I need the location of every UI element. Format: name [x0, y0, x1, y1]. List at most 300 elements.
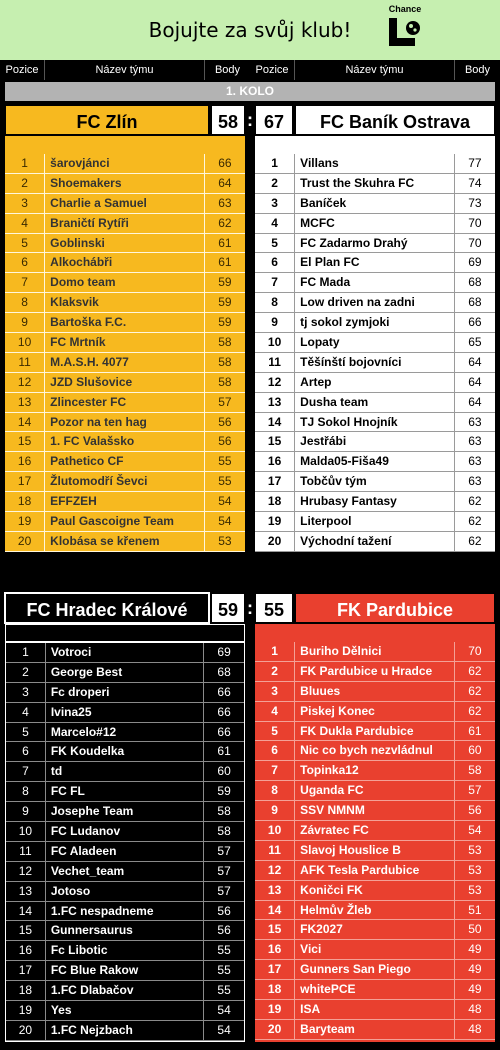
team-position: 8 — [271, 295, 278, 310]
table-row — [6, 941, 244, 961]
team-name: Pozor na ten hag — [44, 413, 205, 432]
header-name: Název týmu — [295, 60, 455, 80]
table-row — [255, 333, 495, 353]
team-position: 2 — [271, 175, 278, 190]
table-row — [255, 393, 495, 413]
team-position: 16 — [17, 454, 32, 469]
team-name: FC Zadarmo Drahý — [294, 234, 455, 253]
chance-logo-icon — [381, 4, 429, 56]
team-name: Topinka12 — [294, 761, 455, 780]
table-row — [255, 761, 495, 781]
table-row — [5, 393, 245, 413]
table-row — [6, 961, 244, 981]
team-position: 6 — [271, 255, 278, 270]
team-points: 58 — [217, 804, 231, 819]
table-row — [255, 940, 495, 960]
team-position: 11 — [18, 354, 31, 369]
team-points: 58 — [468, 763, 482, 778]
team-points: 55 — [217, 943, 231, 958]
team-position: 13 — [17, 394, 32, 409]
team-position: 1 — [21, 156, 28, 170]
team-points: 58 — [218, 354, 232, 369]
score-separator: : — [247, 110, 253, 130]
team-points: 56 — [217, 923, 231, 938]
team-name: Lopaty — [294, 333, 455, 352]
team-name: Uganda FC — [294, 781, 455, 800]
team-position: 8 — [21, 295, 28, 310]
table-row — [255, 373, 495, 393]
table-row — [255, 821, 495, 841]
team-name: FK Dukla Pardubice — [294, 722, 455, 741]
home-standings-table — [5, 642, 245, 1042]
team-position: 3 — [271, 683, 278, 698]
team-position: 15 — [267, 434, 282, 449]
team-points: 73 — [468, 195, 482, 210]
team-points: 61 — [217, 744, 231, 759]
team-position: 11 — [268, 354, 281, 369]
team-points: 70 — [468, 215, 482, 230]
team-position: 11 — [268, 842, 281, 857]
team-position: 12 — [267, 374, 282, 389]
round-label: 1. KOLO — [5, 82, 495, 101]
table-row — [6, 802, 244, 822]
table-row — [255, 253, 495, 273]
team-position: 16 — [267, 942, 282, 957]
team-position: 13 — [267, 394, 282, 409]
header-pos: Pozice — [250, 60, 295, 80]
team-points: 68 — [468, 275, 482, 290]
team-position: 18 — [18, 983, 33, 998]
team-points: 68 — [217, 664, 231, 679]
team-name: td — [45, 762, 204, 781]
away-standings-table — [255, 642, 495, 1042]
team-name: 1. FC Valašsko — [44, 432, 205, 451]
score-separator: : — [247, 598, 253, 618]
team-name: Marcelo#12 — [45, 723, 204, 742]
team-points: 62 — [218, 215, 232, 230]
table-row — [5, 532, 245, 552]
table-row — [255, 781, 495, 801]
team-points: 59 — [218, 275, 232, 290]
team-name: Bartoška F.C. — [44, 313, 205, 332]
table-row — [255, 841, 495, 861]
team-position: 6 — [22, 744, 29, 759]
team-position: 5 — [21, 235, 28, 250]
table-row — [6, 683, 244, 703]
team-name: Low driven na zadni — [294, 293, 455, 312]
team-points: 61 — [468, 723, 482, 738]
team-position: 3 — [22, 684, 29, 699]
team-name: 1.FC Nejzbach — [45, 1021, 204, 1040]
team-position: 17 — [18, 963, 33, 978]
logo-wordmark: Chance — [388, 4, 422, 14]
team-points: 48 — [468, 1002, 482, 1017]
team-points: 56 — [218, 414, 232, 429]
table-row — [6, 1001, 244, 1021]
table-row — [255, 722, 495, 742]
team-name: Malda05-Fiša49 — [294, 452, 455, 471]
team-name: 1.FC Dlabačov — [45, 981, 204, 1000]
team-points: 70 — [468, 235, 482, 250]
table-row — [255, 682, 495, 702]
table-row — [255, 901, 495, 921]
home-standings-table — [5, 154, 245, 552]
team-name: Zlincester FC — [44, 393, 205, 412]
table-row — [5, 273, 245, 293]
team-name: Slavoj Houslice B — [294, 841, 455, 860]
team-name: Piskej Konec — [294, 702, 455, 721]
team-points: 57 — [217, 863, 231, 878]
team-points: 57 — [217, 843, 231, 858]
team-points: 49 — [468, 982, 482, 997]
table-row — [6, 1021, 244, 1041]
team-points: 55 — [217, 983, 231, 998]
team-position: 20 — [18, 1022, 33, 1037]
team-name: Těšínští bojovníci — [294, 353, 455, 372]
table-row — [255, 642, 495, 662]
team-name: FK Pardubice u Hradce — [294, 662, 455, 681]
table-row — [255, 234, 495, 254]
team-points: 63 — [468, 434, 482, 449]
table-row — [5, 234, 245, 254]
table-row — [5, 214, 245, 234]
team-name: Východní tažení — [294, 532, 455, 551]
team-name: Helmův Žleb — [294, 901, 455, 920]
team-position: 18 — [267, 494, 282, 509]
table-row — [255, 154, 495, 174]
team-position: 20 — [267, 533, 282, 548]
team-position: 14 — [267, 902, 282, 917]
team-position: 7 — [21, 275, 28, 290]
team-points: 54 — [218, 514, 232, 529]
team-position: 4 — [271, 703, 278, 718]
team-position: 8 — [271, 783, 278, 798]
team-points: 74 — [468, 175, 482, 190]
team-position: 1 — [271, 156, 278, 170]
team-points: 63 — [218, 195, 232, 210]
team-name: Charlie a Samuel — [44, 194, 205, 213]
team-position: 18 — [17, 494, 32, 509]
team-points: 63 — [468, 474, 482, 489]
team-position: 2 — [22, 664, 29, 679]
team-position: 14 — [17, 414, 32, 429]
team-points: 55 — [217, 963, 231, 978]
away-standings-table — [255, 154, 495, 552]
team-position: 7 — [22, 764, 29, 779]
table-row — [255, 662, 495, 682]
header-pts: Body — [464, 64, 491, 76]
team-position: 2 — [21, 175, 28, 190]
team-position: 9 — [271, 315, 278, 330]
table-row — [255, 492, 495, 512]
team-position: 6 — [271, 743, 278, 758]
home-team-name: FC Hradec Králové — [4, 592, 210, 624]
team-points: 77 — [468, 156, 482, 170]
team-points: 55 — [218, 454, 232, 469]
team-name: Žlutomodří Ševci — [44, 472, 205, 491]
header-name: Název týmu — [45, 60, 205, 80]
team-position: 14 — [18, 903, 33, 918]
team-points: 57 — [217, 883, 231, 898]
team-name: Tobčův tým — [294, 472, 455, 491]
team-position: 15 — [18, 923, 33, 938]
team-points: 62 — [468, 533, 482, 548]
team-name: Jotoso — [45, 882, 204, 901]
team-points: 53 — [468, 882, 482, 897]
team-points: 54 — [218, 494, 232, 509]
team-points: 56 — [218, 434, 232, 449]
table-row — [255, 741, 495, 761]
team-name: Jestřábi — [294, 432, 455, 451]
table-row — [5, 353, 245, 373]
team-position: 13 — [267, 882, 282, 897]
table-row — [255, 512, 495, 532]
team-name: EFFZEH — [44, 492, 205, 511]
table-row — [5, 472, 245, 492]
team-name: M.A.S.H. 4077 — [44, 353, 205, 372]
table-row — [6, 643, 244, 663]
team-position: 16 — [267, 454, 282, 469]
team-points: 48 — [468, 1021, 482, 1036]
team-position: 17 — [267, 962, 282, 977]
team-points: 54 — [468, 823, 482, 838]
team-name: MCFC — [294, 214, 455, 233]
team-name: Baryteam — [294, 1020, 455, 1039]
team-points: 66 — [468, 315, 482, 330]
table-row — [6, 862, 244, 882]
column-header-left — [0, 60, 250, 80]
table-row — [5, 253, 245, 273]
table-row — [255, 702, 495, 722]
team-points: 50 — [468, 922, 482, 937]
team-points: 53 — [468, 842, 482, 857]
team-name: Vechet_team — [45, 862, 204, 881]
team-points: 62 — [468, 683, 482, 698]
table-row — [5, 413, 245, 433]
team-position: 13 — [18, 883, 33, 898]
table-row — [6, 921, 244, 941]
table-row — [5, 333, 245, 353]
team-points: 58 — [217, 824, 231, 839]
team-position: 15 — [17, 434, 32, 449]
team-name: Gunners San Piego — [294, 960, 455, 979]
table-row — [5, 313, 245, 333]
table-spacer — [5, 624, 245, 642]
team-points: 49 — [468, 942, 482, 957]
team-position: 1 — [271, 644, 278, 658]
team-name: 1.FC nespadneme — [45, 902, 204, 921]
team-points: 51 — [468, 902, 482, 917]
team-position: 12 — [18, 863, 33, 878]
team-points: 64 — [468, 394, 482, 409]
team-name: Gunnersaurus — [45, 921, 204, 940]
team-points: 70 — [468, 644, 482, 658]
table-spacer — [255, 136, 495, 154]
table-row — [255, 532, 495, 552]
team-points: 62 — [468, 494, 482, 509]
team-points: 69 — [217, 645, 231, 659]
team-name: Vici — [294, 940, 455, 959]
team-position: 5 — [271, 235, 278, 250]
team-name: Literpool — [294, 512, 455, 531]
team-position: 1 — [22, 645, 29, 659]
table-row — [5, 154, 245, 174]
team-name: Yes — [45, 1001, 204, 1020]
team-points: 62 — [468, 514, 482, 529]
team-name: El Plan FC — [294, 253, 455, 272]
table-row — [255, 174, 495, 194]
team-name: Ivina25 — [45, 703, 204, 722]
team-points: 64 — [468, 354, 482, 369]
team-name: Paul Gascoigne Team — [44, 512, 205, 531]
team-position: 4 — [21, 215, 28, 230]
team-name: Hrubasy Fantasy — [294, 492, 455, 511]
team-position: 9 — [22, 804, 29, 819]
table-spacer — [255, 624, 495, 642]
team-name: Závratec FC — [294, 821, 455, 840]
team-position: 9 — [271, 803, 278, 818]
team-name: FC FL — [45, 782, 204, 801]
team-name: Domo team — [44, 273, 205, 292]
team-points: 69 — [468, 255, 482, 270]
table-row — [6, 902, 244, 922]
table-row — [255, 432, 495, 452]
table-row — [6, 723, 244, 743]
team-points: 54 — [217, 1022, 231, 1037]
table-row — [6, 822, 244, 842]
team-name: Baníček — [294, 194, 455, 213]
team-points: 56 — [217, 903, 231, 918]
team-position: 10 — [17, 335, 32, 350]
team-name: whitePCE — [294, 980, 455, 999]
team-name: FC Mrtník — [44, 333, 205, 352]
team-position: 2 — [271, 663, 278, 678]
table-row — [255, 960, 495, 980]
team-position: 12 — [267, 862, 282, 877]
match-header-2 — [4, 592, 496, 624]
team-position: 16 — [18, 943, 33, 958]
column-header-right — [250, 60, 500, 80]
home-score: 59 — [210, 592, 246, 624]
table-row — [255, 273, 495, 293]
team-points: 58 — [218, 335, 232, 350]
team-points: 60 — [217, 764, 231, 779]
team-position: 5 — [22, 724, 29, 739]
table-row — [6, 703, 244, 723]
team-points: 54 — [217, 1003, 231, 1018]
team-name: JZD Slušovice — [44, 373, 205, 392]
table-row — [255, 801, 495, 821]
team-points: 59 — [217, 784, 231, 799]
away-score: 67 — [254, 104, 294, 136]
team-name: Nic co bych nezvládnul — [294, 741, 455, 760]
team-points: 61 — [218, 255, 232, 270]
team-position: 6 — [21, 255, 28, 270]
team-position: 3 — [271, 195, 278, 210]
team-name: ISA — [294, 1000, 455, 1019]
away-team-name: FC Baník Ostrava — [294, 104, 496, 136]
team-points: 64 — [218, 175, 232, 190]
team-points: 64 — [468, 374, 482, 389]
table-row — [5, 432, 245, 452]
team-position: 15 — [267, 922, 282, 937]
table-row — [255, 472, 495, 492]
team-points: 53 — [218, 533, 232, 548]
table-row — [255, 1020, 495, 1040]
team-name: Braničtí Rytíři — [44, 214, 205, 233]
team-position: 17 — [267, 474, 282, 489]
team-position: 7 — [271, 275, 278, 290]
table-row — [6, 742, 244, 762]
team-name: FK2027 — [294, 920, 455, 939]
team-name: Trust the Skuhra FC — [294, 174, 455, 193]
table-row — [255, 452, 495, 472]
team-points: 57 — [218, 394, 232, 409]
team-name: SSV NMNM — [294, 801, 455, 820]
team-position: 19 — [267, 514, 282, 529]
table-spacer — [5, 136, 245, 154]
team-position: 20 — [267, 1021, 282, 1036]
table-row — [255, 881, 495, 901]
team-points: 57 — [468, 783, 482, 798]
team-points: 58 — [218, 374, 232, 389]
team-points: 56 — [468, 803, 482, 818]
header-pts: Body — [214, 64, 241, 76]
team-name: Koničci FK — [294, 881, 455, 900]
team-points: 66 — [217, 684, 231, 699]
team-name: Fc droperi — [45, 683, 204, 702]
team-position: 17 — [17, 474, 32, 489]
team-name: TJ Sokol Hnojník — [294, 413, 455, 432]
team-name: FC Blue Rakow — [45, 961, 204, 980]
team-name: Villans — [294, 154, 455, 173]
team-name: Goblinski — [44, 234, 205, 253]
team-points: 59 — [218, 315, 232, 330]
banner-slogan: Bojujte za svůj klub! — [148, 18, 352, 42]
table-row — [6, 842, 244, 862]
team-name: Fc Libotic — [45, 941, 204, 960]
team-name: šarovjánci — [44, 154, 205, 173]
chance-logo — [381, 4, 429, 56]
team-position: 4 — [22, 704, 29, 719]
team-name: tj sokol zymjoki — [294, 313, 455, 332]
table-row — [255, 194, 495, 214]
team-position: 8 — [22, 784, 29, 799]
away-team-name: FK Pardubice — [294, 592, 496, 624]
table-row — [255, 920, 495, 940]
team-name: Klaksvik — [44, 293, 205, 312]
team-points: 59 — [218, 295, 232, 310]
team-points: 65 — [468, 335, 482, 350]
team-points: 68 — [468, 295, 482, 310]
table-row — [255, 293, 495, 313]
table-row — [5, 452, 245, 472]
team-name: Alkochábři — [44, 253, 205, 272]
team-points: 55 — [218, 474, 232, 489]
team-position: 7 — [271, 763, 278, 778]
team-name: Josephe Team — [45, 802, 204, 821]
table-row — [255, 1000, 495, 1020]
table-row — [5, 373, 245, 393]
table-row — [5, 174, 245, 194]
team-position: 19 — [17, 514, 32, 529]
team-name: George Best — [45, 663, 204, 682]
team-position: 20 — [17, 533, 32, 548]
table-row — [5, 293, 245, 313]
team-points: 49 — [468, 962, 482, 977]
team-position: 9 — [21, 315, 28, 330]
team-position: 19 — [18, 1003, 33, 1018]
